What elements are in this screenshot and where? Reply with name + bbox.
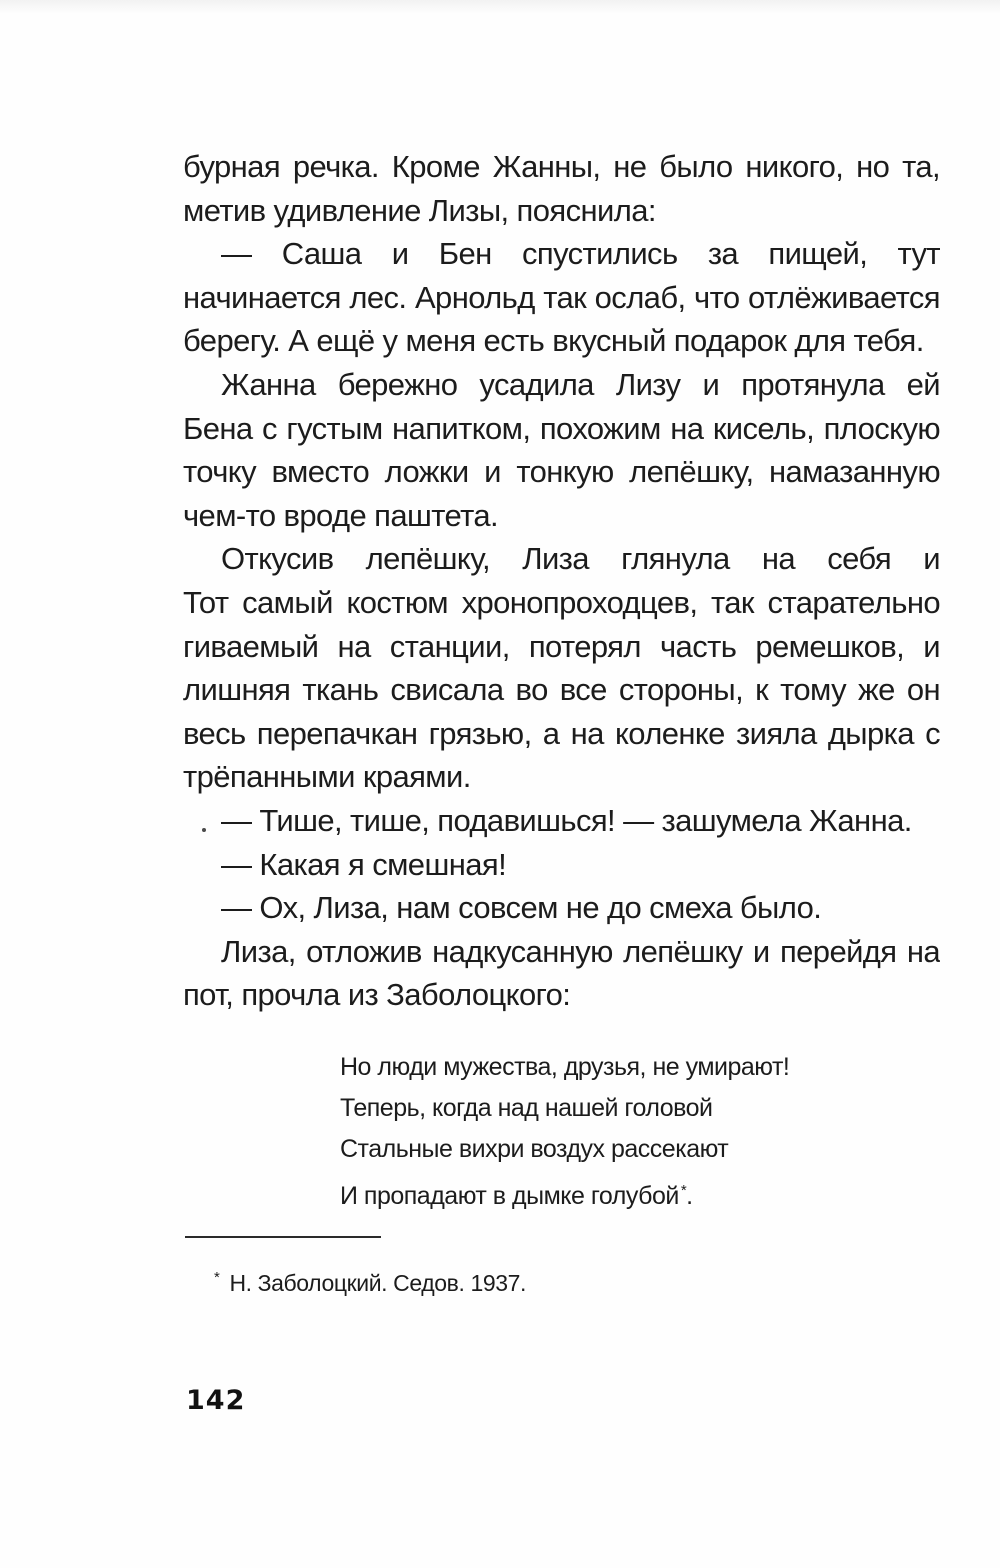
footnote-divider — [185, 1236, 381, 1238]
main-text — [183, 145, 940, 1017]
text-line: точку вместо ложки и тонкую лепёшку, намазанную — [183, 454, 940, 490]
text-line: Лиза, отложив надкусанную лепёшку и перейдя на — [221, 933, 940, 969]
poem-line: Теперь, когда над нашей головой — [340, 1094, 713, 1122]
text-line: пот, прочла из Заболоцкого: — [183, 977, 571, 1013]
text-line: трёпанными краями. — [183, 759, 471, 795]
poem-end-punct: . — [686, 1182, 693, 1210]
poem-line: Но люди мужества, друзья, не умирают! — [340, 1053, 790, 1081]
footnote-text: Н. Заболоцкий. Седов. 1937. — [229, 1270, 527, 1296]
text-line: Откусив лепёшку, Лиза глянула на себя и — [221, 541, 940, 577]
text-line: начинается лес. Арнольд так ослаб, что отлёживается — [183, 279, 940, 315]
dialogue-line: — Ох, Лиза, нам совсем не до смеха было. — [221, 890, 822, 926]
dialogue-line: — Саша и Бен спустились за пищей, тут — [221, 236, 940, 272]
text-line: лишняя ткань свисала во все стороны, к тому же он — [183, 672, 940, 708]
footnote — [214, 1263, 526, 1298]
text-line: метив удивление Лизы, пояснила: — [183, 192, 656, 228]
poem-quote — [340, 1047, 789, 1211]
text-line: берегу. А ещё у меня есть вкусный подарок для тебя. — [183, 323, 924, 359]
footnote-marker: * — [214, 1269, 220, 1286]
dialogue-line: — Какая я смешная! — [221, 846, 507, 882]
text-line: бурная речка. Кроме Жанны, не было никого, но та, — [183, 149, 940, 184]
poem-line-text: И пропадают в дымке голубой — [340, 1182, 679, 1210]
text-line: Тот самый костюм хронопроходцев, так старательно — [183, 584, 940, 620]
page-number: 142 — [186, 1385, 246, 1416]
print-speck — [202, 828, 206, 832]
footnote-reference: * — [680, 1182, 687, 1199]
poem-line-last — [340, 1170, 789, 1211]
text-line: чем-то вроде паштета. — [183, 497, 499, 533]
text-line: Жанна бережно усадила Лизу и протянула ей — [221, 366, 940, 402]
page-top-edge — [0, 0, 1000, 14]
poem-line: Стальные вихри воздух рассекают — [340, 1135, 729, 1163]
dialogue-line: — Тише, тише, подавишься! — зашумела Жанна. — [221, 802, 912, 838]
text-line: весь перепачкан грязью, а на коленке зияла дырка с — [183, 715, 940, 751]
text-line: Бена с густым напитком, похожим на кисель, плоскую — [183, 410, 940, 446]
text-line: гиваемый на станции, потерял часть ремешков, и — [183, 628, 940, 664]
